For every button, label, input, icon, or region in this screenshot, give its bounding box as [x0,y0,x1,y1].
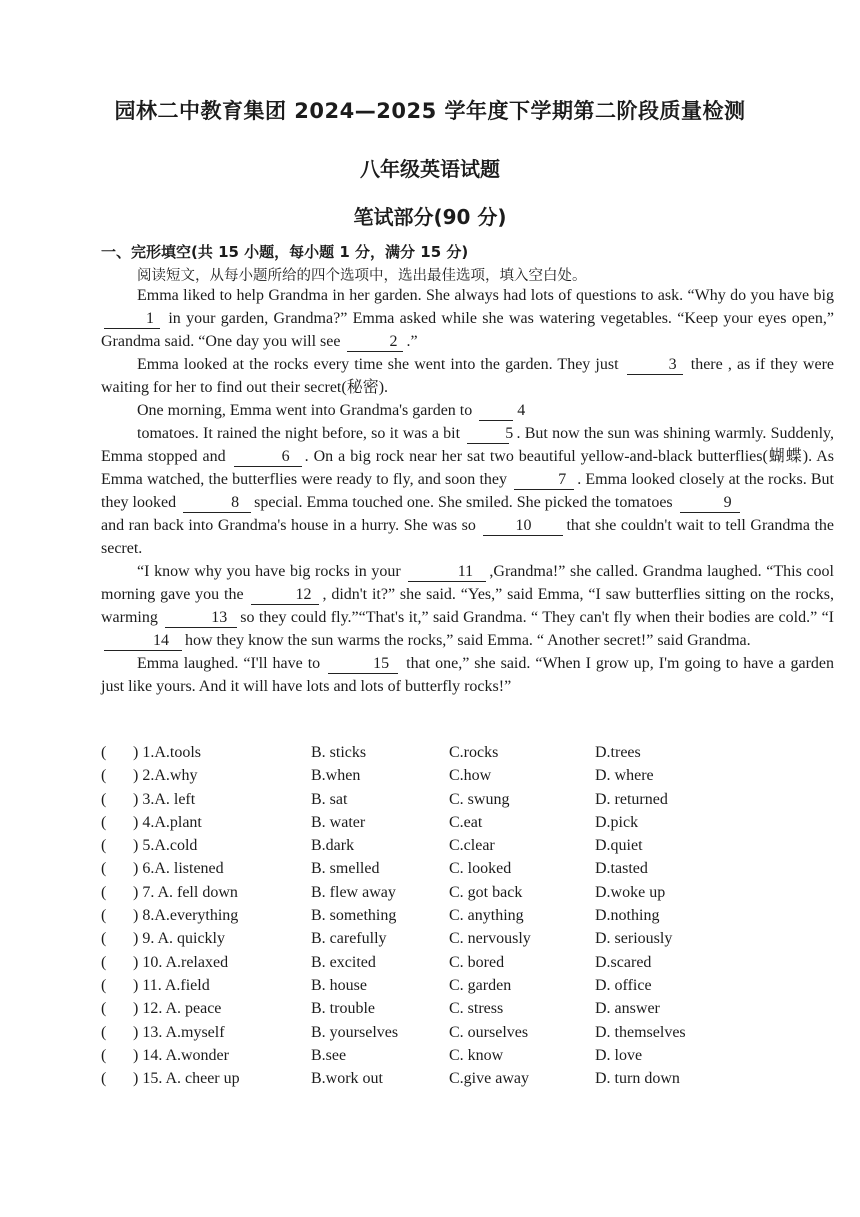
question-row [101,1070,841,1093]
answer-paren: ( [101,1070,107,1088]
blank-10: 10 [483,517,563,536]
option-b: B. excited [311,953,376,971]
question-row [101,977,841,1000]
passage-text: and ran back into Grandma's house in a hurry. She was so [101,517,476,534]
option-a: ) 15. A. cheer up [133,1070,240,1088]
answer-paren: ( [101,1023,107,1041]
option-d: D.nothing [595,907,660,925]
option-c: C. anything [449,907,524,925]
option-a: ) 6.A. listened [133,860,224,878]
blank-12: 12 [251,586,319,605]
passage-text: Emma laughed. “I'll have to [137,655,321,672]
blank-15: 15 [328,655,398,674]
passage-text: so they could fly.”“That's it,” said Grandma. “ They can't fly when their bodies are cold.” “I [240,609,834,626]
option-a: ) 11. A.field [133,976,210,994]
option-b: B.see [311,1046,347,1064]
passage-text: that one,” she said. “When I grow up, I'm going to have a garden just like yours. And it will have lots and lots of butterfly rocks!” [101,655,835,695]
answer-paren: ( [101,744,107,761]
option-d: D. answer [595,1000,660,1018]
question-row [101,884,841,907]
answer-paren: ( [101,907,107,925]
option-c: C. nervously [449,930,531,948]
question-row [101,744,841,767]
option-d: D.woke up [595,883,666,901]
passage-text: how they know the sun warms the rocks,” said Emma. “ Another secret!” said Grandma. [185,632,751,649]
answer-paren: ( [101,767,107,785]
option-d: D.tasted [595,860,648,878]
question-row [101,1000,841,1023]
exam-title: 园林二中教育集团 2024—2025 学年度下学期第二阶段质量检测 [114,99,746,123]
option-b: B.work out [311,1070,383,1088]
question-row [101,860,841,883]
option-a: ) 10. A.relaxed [133,953,229,971]
passage-text: , didn't it?” she said. “Yes,” said Emma, “I saw butterflies sitting on the rocks, warming [101,586,835,626]
answer-paren: ( [101,976,107,994]
passage-text: “I know why you have big rocks in your [137,563,401,580]
option-c: C. swung [449,790,510,808]
paragraph-4 [101,422,834,514]
paragraph-1 [101,284,834,353]
passage-text: special. Emma touched one. She smiled. She picked the tomatoes [254,494,673,511]
answer-options [101,744,841,1093]
paragraph-7 [101,652,834,698]
paragraph-6 [101,560,834,652]
exam-part-heading: 笔试部分(90 分) [353,205,507,229]
option-b: B. sticks [311,744,367,761]
blank-8: 8 [183,494,251,513]
option-c: C.clear [449,837,495,855]
option-b: B. sat [311,790,348,808]
question-row [101,1024,841,1047]
option-b: B.when [311,767,361,785]
option-a: ) 12. A. peace [133,1000,222,1018]
option-a: ) 2.A.why [133,767,198,785]
option-a: ) 14. A.wonder [133,1046,229,1064]
answer-paren: ( [101,883,107,901]
option-c: C. bored [449,953,505,971]
option-a: ) 4.A.plant [133,813,202,831]
answer-paren: ( [101,860,107,878]
option-b: B. house [311,976,367,994]
option-d: D.pick [595,813,639,831]
option-b: B. smelled [311,860,380,878]
question-row [101,907,841,930]
question-row [101,1047,841,1070]
blank-7: 7 [514,471,574,490]
passage-text: . But now the sun was shining warmly. Suddenly, Emma stopped and [101,425,835,465]
option-a: ) 5.A.cold [133,837,198,855]
passage-text: that she couldn't wait to tell Grandma the secret. [101,517,835,557]
option-d: D.trees [595,744,641,761]
option-a: ) 3.A. left [133,790,196,808]
answer-paren: ( [101,790,107,808]
option-c: C. got back [449,883,523,901]
option-c: C. ourselves [449,1023,529,1041]
option-a: ) 7. A. fell down [133,883,238,901]
question-row [101,767,841,790]
option-b: B.dark [311,837,355,855]
question-row [101,930,841,953]
paragraph-2 [101,353,834,399]
answer-paren: ( [101,837,107,855]
blank-6: 6 [234,448,302,467]
cloze-passage [101,284,834,698]
option-d: D. love [595,1046,643,1064]
section-heading: 一、完形填空(共 15 小题，每小题 1 分，满分 15 分) [101,243,469,261]
question-row [101,954,841,977]
passage-text: One morning, Emma went into Grandma's garden to [137,402,473,419]
option-d: D. seriously [595,930,673,948]
option-b: B. trouble [311,1000,375,1018]
passage-text: tomatoes. It rained the night before, so it was a bit [137,425,461,442]
passage-text: there , as if they were waiting for her to find out their secret(秘密). [101,356,834,396]
answer-paren: ( [101,1000,107,1018]
option-c: C. looked [449,860,512,878]
option-b: B. carefully [311,930,387,948]
passage-text: in your garden, Grandma?” Emma asked while she was watering vegetables. “Keep your eyes open,” Grandma said. “One day you will see [101,310,834,350]
passage-text: . On a big rock near her sat two beautiful yellow-and-black butterflies(蝴蝶). As Emma watched, the butterflies were ready to fly, and soon they [101,448,835,488]
blank-13: 13 [165,609,237,628]
paragraph-3 [101,399,834,422]
option-b: B. flew away [311,883,396,901]
question-row [101,791,841,814]
option-a: ) 9. A. quickly [133,930,225,948]
option-d: D.scared [595,953,652,971]
passage-text: .” [406,333,418,350]
option-d: D. where [595,767,654,785]
option-c: C.give away [449,1070,529,1088]
passage-text: Emma liked to help Grandma in her garden. She always had lots of questions to ask. “Why do you have big [137,287,834,304]
answer-paren: ( [101,953,107,971]
exam-subtitle: 八年级英语试题 [360,157,500,181]
paragraph-5 [101,514,834,560]
blank-4: 4 [479,402,513,421]
option-d: D. office [595,976,652,994]
option-c: C.rocks [449,744,499,761]
answer-paren: ( [101,930,107,948]
option-c: C.how [449,767,492,785]
answer-paren: ( [101,1046,107,1064]
answer-paren: ( [101,813,107,831]
option-d: D. returned [595,790,668,808]
question-row [101,837,841,860]
passage-text: ,Grandma!” she called. Grandma laughed. “This cool morning gave you the [101,563,834,603]
option-d: D. turn down [595,1070,680,1088]
blank-11: 11 [408,563,486,582]
option-a: ) 1.A.tools [133,744,201,761]
option-b: B. water [311,813,366,831]
option-d: D.quiet [595,837,643,855]
option-b: B. yourselves [311,1023,399,1041]
option-c: C. stress [449,1000,504,1018]
blank-2: 2 [347,333,403,352]
blank-9: 9 [680,494,740,513]
option-a: ) 13. A.myself [133,1023,225,1041]
question-row [101,814,841,837]
option-b: B. something [311,907,397,925]
passage-text: . Emma looked closely at the rocks. But they looked [101,471,835,511]
section-instruction: 阅读短文，从每小题所给的四个选项中，选出最佳选项，填入空白处。 [137,268,587,284]
passage-text: Emma looked at the rocks every time she went into the garden. They just [137,356,619,373]
blank-1: 1 [104,310,160,329]
blank-14: 14 [104,632,182,651]
option-c: C. garden [449,976,512,994]
option-d: D. themselves [595,1023,686,1041]
option-a: ) 8.A.everything [133,907,239,925]
blank-5: 5 [467,425,509,444]
blank-3: 3 [627,356,683,375]
option-c: C.eat [449,813,483,831]
option-c: C. know [449,1046,504,1064]
